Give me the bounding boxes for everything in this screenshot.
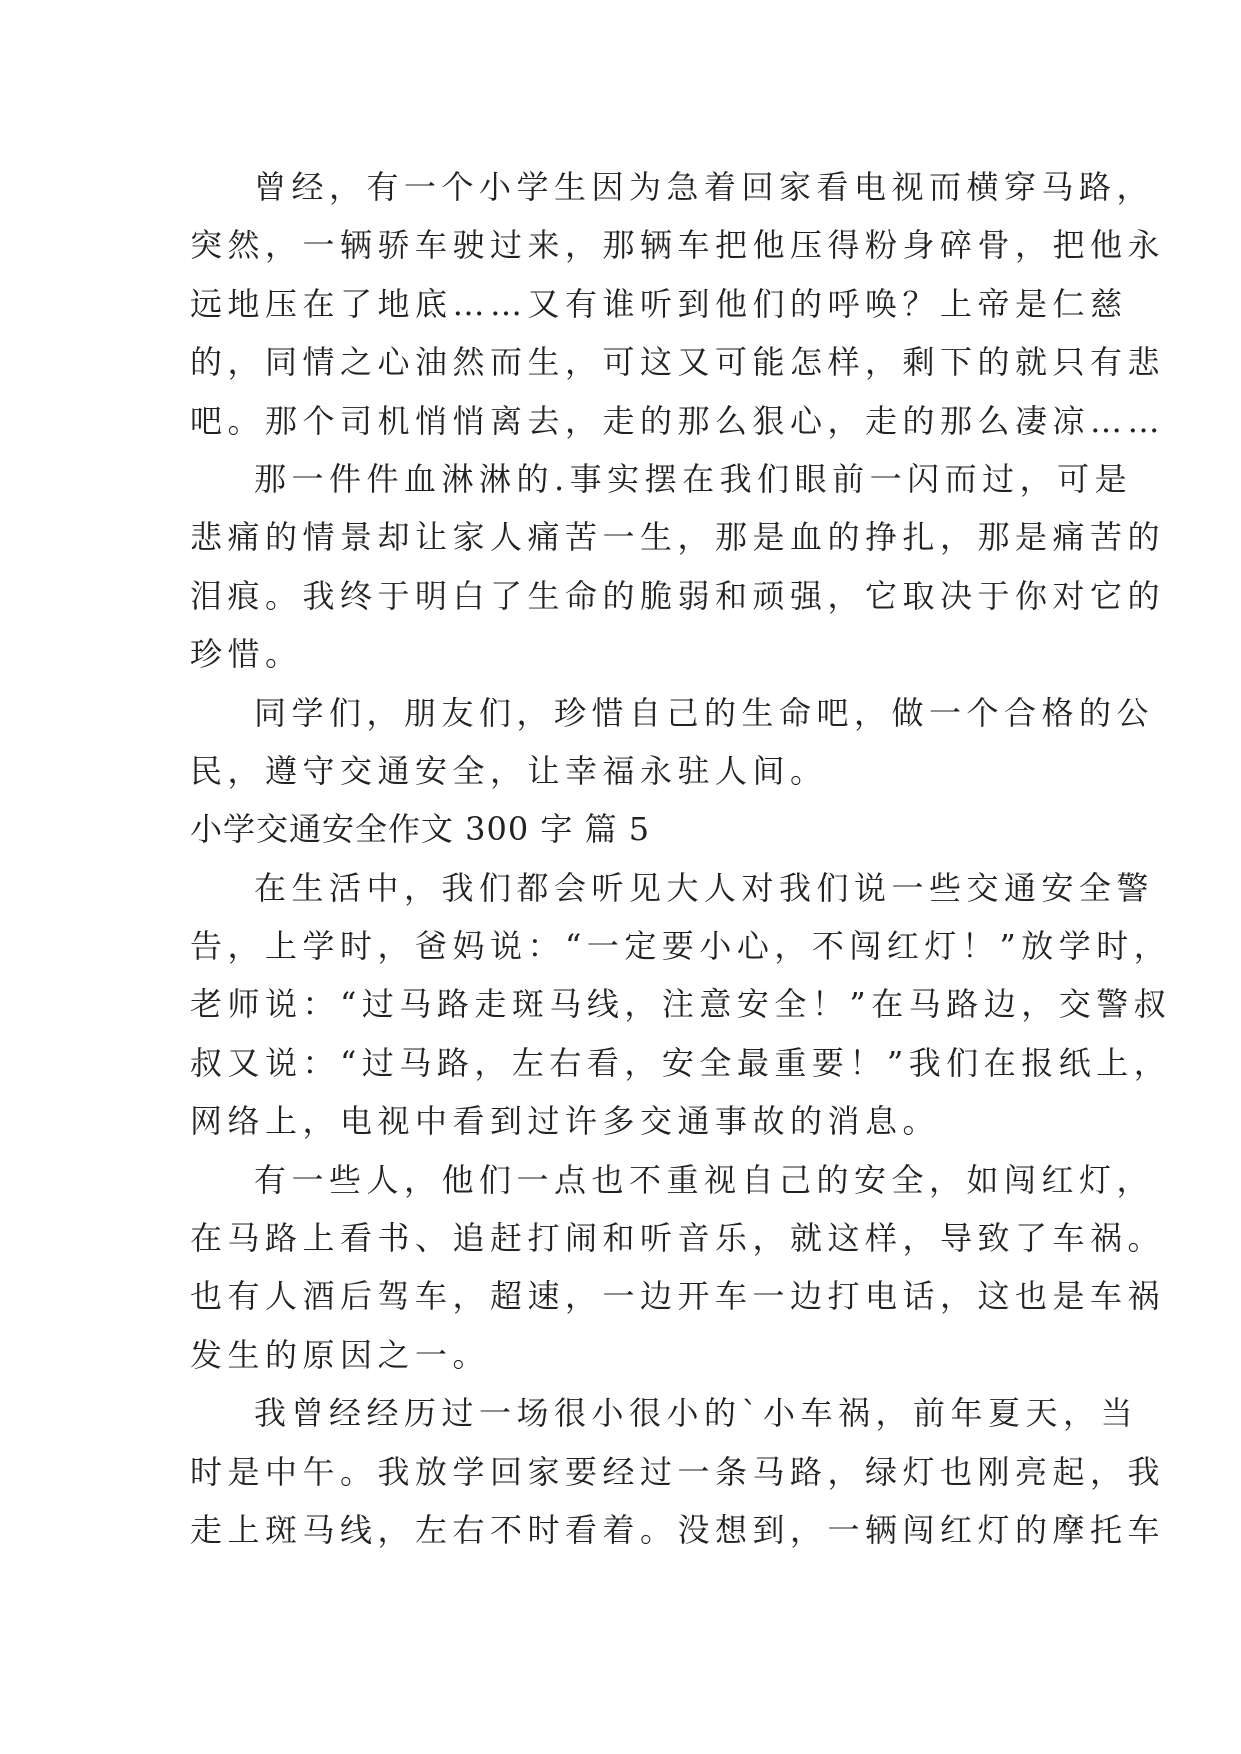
text-line: 发生的原因之一。 <box>190 1335 491 1374</box>
text-line: 泪痕。我终于明白了生命的脆弱和顽强，它取决于你对它的 <box>190 576 1166 615</box>
text-line: 的，同情之心油然而生，可这又可能怎样，剩下的就只有悲 <box>190 343 1166 382</box>
text-line: 同学们，朋友们，珍惜自己的生命吧，做一个合格的公 <box>254 693 1155 732</box>
text-line: 那一件件血淋淋的.事实摆在我们眼前一闪而过，可是 <box>254 459 1133 498</box>
text-line: 有一些人，他们一点也不重视自己的安全，如闯红灯， <box>254 1160 1155 1199</box>
text-line: 在生活中，我们都会听见大人对我们说一些交通安全警 <box>254 868 1155 907</box>
section-heading: 小学交通安全作文 300 字 篇 5 <box>190 810 651 849</box>
text-line: 告，上学时，爸妈说：“一定要小心，不闯红灯！”放学时， <box>190 927 1172 966</box>
text-line: 远地压在了地底……又有谁听到他们的呼唤？上帝是仁慈 <box>190 284 1128 323</box>
text-line: 叔又说：“过马路，左右看，安全最重要！”我们在报纸上， <box>190 1043 1172 1082</box>
text-line: 我曾经经历过一场很小很小的`小车祸，前年夏天，当 <box>254 1394 1139 1433</box>
text-line: 老师说：“过马路走斑马线，注意安全！”在马路边，交警叔 <box>190 985 1172 1024</box>
text-line: 民，遵守交通安全，让幸福永驻人间。 <box>190 751 828 790</box>
text-line: 悲痛的情景却让家人痛苦一生，那是血的挣扎，那是痛苦的 <box>190 518 1166 557</box>
text-line: 珍惜。 <box>190 635 303 674</box>
text-line: 在马路上看书、追赶打闹和听音乐，就这样，导致了车祸。 <box>190 1219 1166 1258</box>
text-line: 也有人酒后驾车，超速，一边开车一边打电话，这也是车祸 <box>190 1277 1166 1316</box>
text-line: 突然，一辆骄车驶过来，那辆车把他压得粉身碎骨，把他永 <box>190 226 1166 265</box>
text-line: 曾经，有一个小学生因为急着回家看电视而横穿马路， <box>254 168 1155 206</box>
text-line: 网络上，电视中看到过许多交通事故的消息。 <box>190 1102 941 1141</box>
text-line: 吧。那个司机悄悄离去，走的那么狠心，走的那么凄凉…… <box>190 401 1166 440</box>
document-body <box>190 158 1172 1559</box>
text-line: 走上斑马线，左右不时看着。没想到，一辆闯红灯的摩托车 <box>190 1510 1166 1549</box>
text-line: 时是中午。我放学回家要经过一条马路，绿灯也刚亮起，我 <box>190 1452 1166 1491</box>
